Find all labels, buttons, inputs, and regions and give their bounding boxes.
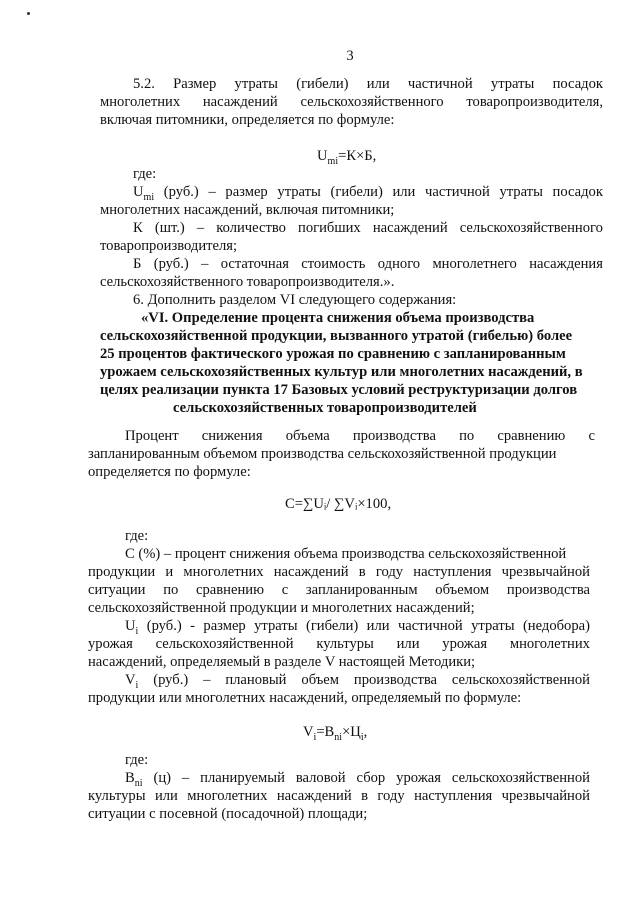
word: (шт.) [154,220,185,236]
word: насаждений [202,94,278,110]
word: насаждений [372,220,448,236]
word: утраты [234,76,278,92]
section-heading-line6: сельскохозяйственных товаропроизводителей [173,400,477,416]
word: урожая [442,636,488,652]
word: стоимость [301,256,366,272]
def-bni-line2 [88,788,590,805]
p52-line2 [100,94,603,111]
word: насаждений [276,788,352,804]
word: (руб.) [146,618,182,634]
word: сельскохозяйственной [451,672,590,688]
word: насаждения [529,256,603,272]
word: насаждений [273,564,349,580]
word: многолетнего [432,256,517,272]
def-b-line1 [133,256,603,273]
word: многолетних [187,788,268,804]
intro-line2: запланированным объемом производства сельскохозяйственной продукции [88,446,557,462]
def-k-line1 [133,220,603,237]
word: размер [225,184,268,200]
word: сельскохозяйственного [459,220,603,236]
word: или [366,76,390,92]
word: К [133,220,143,236]
word: объема [285,428,330,444]
word: производства [353,672,438,688]
word: производства [506,582,590,598]
word: культуры [316,636,374,652]
word: посадок [552,184,603,200]
word: остаточная [220,256,289,272]
def-k-line2: товаропроизводителя; [100,238,238,254]
word: или [154,788,178,804]
word: сравнению [497,428,566,444]
word: и [165,564,174,580]
word: размер [203,618,246,634]
word: плановый [225,672,287,688]
word: чрезвычайной [501,564,590,580]
word: (руб.) [153,256,189,272]
word: в [358,564,366,580]
where-label-3: где: [125,752,149,768]
word: с [588,428,595,444]
def-b-line2: сельскохозяйственного товаропроизводителя.». [100,274,395,290]
scan-speck [27,12,30,15]
word: - [190,618,195,634]
word: урожая [88,636,133,652]
word: запланированным [305,582,418,598]
word: утраты [490,76,535,92]
word: одного [377,256,421,272]
word: культуры [88,788,146,804]
word: объемом [435,582,490,598]
word: многолетних [183,564,264,580]
word: сельскохозяйственной [451,770,590,786]
word: количество [216,220,286,236]
section-heading-line4: урожаем сельскохозяйственных культур или многолетних насаждений, в [100,364,583,380]
section-heading-line5: целях реализации пункта 17 Базовых условий реструктуризации долгов [100,382,578,398]
word: посадок [552,76,603,92]
word: – [201,256,209,272]
def-c-line3 [88,582,590,599]
word: – [196,220,205,236]
word: или [392,184,416,200]
word: наступления [414,788,493,804]
word: частичной [407,76,473,92]
intro-line1 [125,428,595,445]
word: (гибели) [330,184,383,200]
word: сельскохозяйственной [155,636,294,652]
word: Б [133,256,142,272]
word: сбор [356,770,386,786]
where-label-2: где: [125,528,149,544]
item-6: 6. Дополнить разделом VI следующего содержания: [133,292,457,308]
word: Размер [173,76,217,92]
word: (ц) [153,770,171,786]
formula-vi: $V_i=В_{ni}\times Ц_i$, [303,724,368,743]
word: с [281,582,289,598]
word: чрезвычайной [501,788,590,804]
intro-line3: определяется по формуле: [88,464,251,480]
def-c-line2 [88,564,590,581]
word: ситуации [88,582,146,598]
def-umi-line1: $U_{mi}$ (руб.) – размер утраты (гибели) или частичной утраты посадок [133,184,603,203]
word: (руб.) [153,672,189,688]
def-c-line4: сельскохозяйственной продукции и многолетних насаждений; [88,600,475,616]
word: многолетних [100,94,181,110]
word: 5.2. [133,76,155,92]
word: утраты [254,618,298,634]
def-c-line1: С (%) – процент снижения объема производства сельскохозяйственной [125,546,567,562]
word: по [163,582,179,598]
page-number: 3 [346,48,354,64]
word: продукции [88,564,156,580]
word: частичной [425,184,490,200]
def-umi-line2: многолетних насаждений, включая питомники; [100,202,395,218]
word: в [361,788,368,804]
p52-line1 [133,76,603,93]
word: снижения [201,428,263,444]
word: товаропроизводителя, [466,94,603,110]
word: погибших [298,220,361,236]
word: планируемый [200,770,285,786]
word: частичной [397,618,463,634]
word: – [208,184,216,200]
formula-umi: $U_{mi}=К\times Б$, [317,148,377,167]
word: объем [301,672,340,688]
word: (недобора) [522,618,590,634]
section-heading-line1: «VI. Определение процента снижения объема производства [141,310,535,326]
word: году [375,564,404,580]
word: утраты [471,618,515,634]
word: или [396,636,420,652]
word: утраты [277,184,321,200]
word: по [459,428,475,444]
def-ui-line1: $U_i$ (руб.) - размер утраты (гибели) или частичной утраты (недобора) [125,618,590,637]
word: году [377,788,405,804]
word: наступления [413,564,492,580]
def-ui-line3: насаждений, определяемый в разделе V настоящей Методики; [88,654,476,670]
def-bni-line1: $В_{ni}$ (ц) – планируемый валовой сбор урожая сельскохозяйственной [125,770,590,789]
word: – [181,770,190,786]
section-heading-line3: 25 процентов фактического урожая по сравнению с запланированным [100,346,566,362]
def-vi-line1: $V_i$ (руб.) – плановый объем производства сельскохозяйственной [125,672,590,691]
word: (гибели) [296,76,349,92]
word: (руб.) [163,184,199,200]
word: многолетних [509,636,590,652]
word: – [203,672,211,688]
word: сравнению [196,582,264,598]
where-label-1: где: [133,166,157,182]
p52-line3: включая питомники, определяется по формуле: [100,112,395,128]
word: (гибели) [305,618,359,634]
def-bni-line3: ситуации с посевной (посадочной) площади; [88,806,368,822]
section-heading-line2: сельскохозяйственной продукции, вызванного утратой (гибелью) более [100,328,573,344]
def-vi-line2: продукции или многолетних насаждений, определяемый по формуле: [88,690,522,706]
word: урожая [396,770,441,786]
word: утраты [499,184,543,200]
formula-c: С=∑Uᵢ/ ∑Vᵢ×100, [285,496,392,512]
word: Процент [125,428,179,444]
word: сельскохозяйственного [300,94,444,110]
word: производства [352,428,436,444]
def-ui-line2 [88,636,590,653]
word: или [366,618,390,634]
word: валовой [295,770,346,786]
